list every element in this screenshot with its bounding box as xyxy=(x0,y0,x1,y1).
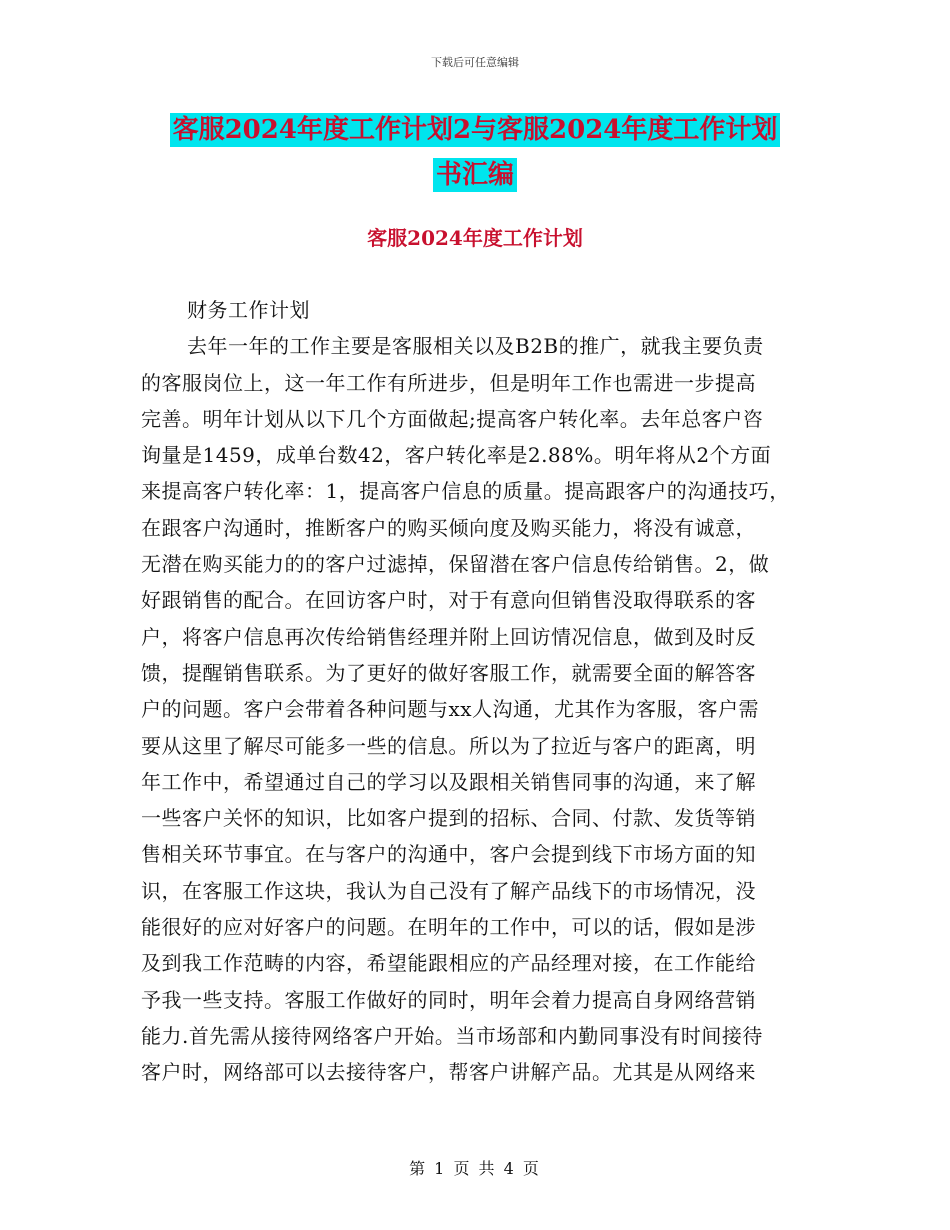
paragraph-line: 能力.首先需从接待网络客户开始。当市场部和内勤同事没有时间接待 xyxy=(141,1023,763,1048)
header-note: 下载后可任意编辑 xyxy=(431,56,519,69)
paragraph-line: 一些客户关怀的知识，比如客户提到的招标、合同、付款、发货等销 xyxy=(141,806,756,831)
document-title-text-2: 书汇编 xyxy=(433,158,517,192)
document-title-line-2 xyxy=(0,157,950,193)
paragraph-line: 能很好的应对好客户的问题。在明年的工作中，可以的话，假如是涉 xyxy=(141,915,756,940)
paragraph-line: 去年一年的工作主要是客服相关以及B2B的推广，就我主要负责 xyxy=(187,334,764,359)
paragraph-line: 来提高客户转化率：1，提高客户信息的质量。提高跟客户的沟通技巧， xyxy=(141,479,790,504)
document-title-line-1 xyxy=(0,112,950,148)
paragraph-line: 在跟客户沟通时，推断客户的购买倾向度及购买能力，将没有诚意， xyxy=(141,515,756,540)
subheading: 财务工作计划 xyxy=(187,298,310,322)
document-body xyxy=(141,292,821,1091)
paragraph-line: 户的问题。客户会带着各种问题与xx人沟通，尤其作为客服，客户需 xyxy=(141,697,760,722)
paragraph-line: 要从这里了解尽可能多一些的信息。所以为了拉近与客户的距离，明 xyxy=(141,733,756,758)
paragraph-line: 馈，提醒销售联系。为了更好的做好客服工作，就需要全面的解答客 xyxy=(141,660,756,685)
paragraph-line: 完善。明年计划从以下几个方面做起;提高客户转化率。去年总客户咨 xyxy=(141,406,764,431)
paragraph-line: 户，将客户信息再次传给销售经理并附上回访情况信息，做到及时反 xyxy=(141,624,756,649)
paragraph-line: 无潜在购买能力的的客户过滤掉，保留潜在客户信息传给销售。2，做 xyxy=(141,552,770,577)
paragraph-line: 及到我工作范畴的内容，希望能跟相应的产品经理对接，在工作能给 xyxy=(141,951,756,976)
page-footer: 第 1 页 共 4 页 xyxy=(409,1159,541,1178)
paragraph-line: 售相关环节事宜。在与客户的沟通中，客户会提到线下市场方面的知 xyxy=(141,842,756,867)
paragraph-line: 年工作中，希望通过自己的学习以及跟相关销售同事的沟通，来了解 xyxy=(141,769,756,794)
paragraph-line: 的客服岗位上，这一年工作有所进步，但是明年工作也需进一步提高 xyxy=(141,370,756,395)
paragraph-line: 好跟销售的配合。在回访客户时，对于有意向但销售没取得联系的客 xyxy=(141,588,756,613)
paragraph-line: 予我一些支持。客服工作做好的同时，明年会着力提高自身网络营销 xyxy=(141,987,756,1012)
document-title-text-1: 客服2024年度工作计划2与客服2024年度工作计划 xyxy=(170,113,781,147)
paragraph-line: 询量是1459，成单台数42，客户转化率是2.88%。明年将从2个方面 xyxy=(141,443,772,468)
paragraph-line: 客户时，网络部可以去接待客户，帮客户讲解产品。尤其是从网络来 xyxy=(141,1060,756,1085)
section-title: 客服2024年度工作计划 xyxy=(367,226,583,250)
paragraph-line: 识，在客服工作这块，我认为自己没有了解产品线下的市场情况，没 xyxy=(141,878,756,903)
